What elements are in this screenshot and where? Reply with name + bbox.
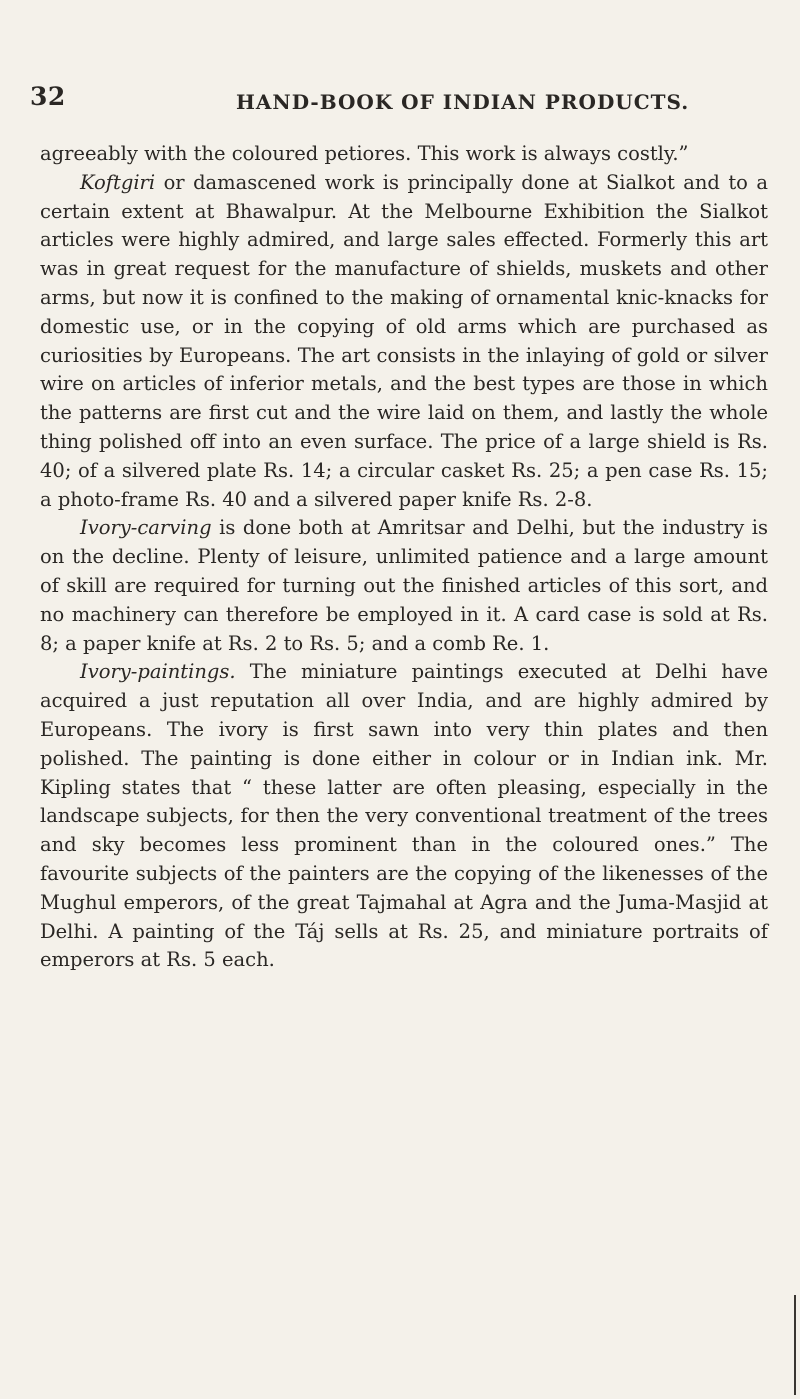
paragraph-text: or damascened work is principally done at Sialkot and to a certain extent at Bhawalpur. At the Melbourne Exhibition the Sialkot articles were highly admired, and large sales effected. Formerly this art was in great request for the manufacture of shields, muskets and other arms, but now it is confined to the making of ornamental knic-knacks for domestic use, or in the copying of old arms which are purchased as curiosities by Europeans. The art consists in the inlaying of gold or silver wire on articles of inferior metals, and the best types are those in which the patterns are first cut and the wire laid on them, and lastly the whole thing polished off into an even surface. The price of a large shield is Rs. 40; of a silvered plate Rs. 14; a circular casket Rs. 25; a pen case Rs. 15; a photo-frame Rs. 40 and a silvered paper knife Rs. 2-8. bbox=[40, 170, 768, 511]
paragraph-text: is done both at Amritsar and Delhi, but the industry is on the decline. Plenty of leisure, unlimited patience and a large amount of skill are required for turning out the finished articles of this sort, and no machinery can therefore be employed in it. A card case is sold at Rs. 8; a paper knife at Rs. 2 to Rs. 5; and a comb Re. 1. bbox=[40, 516, 768, 655]
paragraph-text: agreeably with the coloured petiores. This work is always costly.” bbox=[40, 142, 689, 165]
paragraph-term: Ivory-carving bbox=[80, 516, 212, 540]
paragraph-term: Koftgiri bbox=[80, 170, 156, 194]
paragraph-term: Ivory-paintings. bbox=[80, 660, 236, 684]
page-edge-line bbox=[794, 1295, 796, 1395]
paragraph-ivory-paintings bbox=[40, 658, 768, 975]
paragraph-ivory-carving bbox=[40, 514, 768, 658]
paragraph-text: The miniature paintings executed at Delhi have acquired a just reputation all over India, and are highly admired by Europeans. The ivory is first sawn into very thin plates and then polished. The painting is done either in colour or in Indian ink. Mr. Kipling states that “ these latter are often pleasing, especially in the landscape subjects, for then the very conventional treatment of the trees and sky becomes less prominent than in the coloured ones.” The favourite subjects of the painters are the copying of the likenesses of the Mughul emperors, of the great Tajmahal at Agra and the Juma-Masjid at Delhi. A painting of the Táj sells at Rs. 25, and miniature portraits of emperors at Rs. 5 each. bbox=[40, 660, 768, 972]
paragraph-koftgiri bbox=[40, 169, 768, 515]
running-head: HAND-BOOK OF INDIAN PRODUCTS. bbox=[236, 90, 690, 114]
body-text bbox=[40, 140, 768, 975]
paragraph-continuation bbox=[40, 140, 768, 169]
page-number: 32 bbox=[30, 82, 66, 111]
